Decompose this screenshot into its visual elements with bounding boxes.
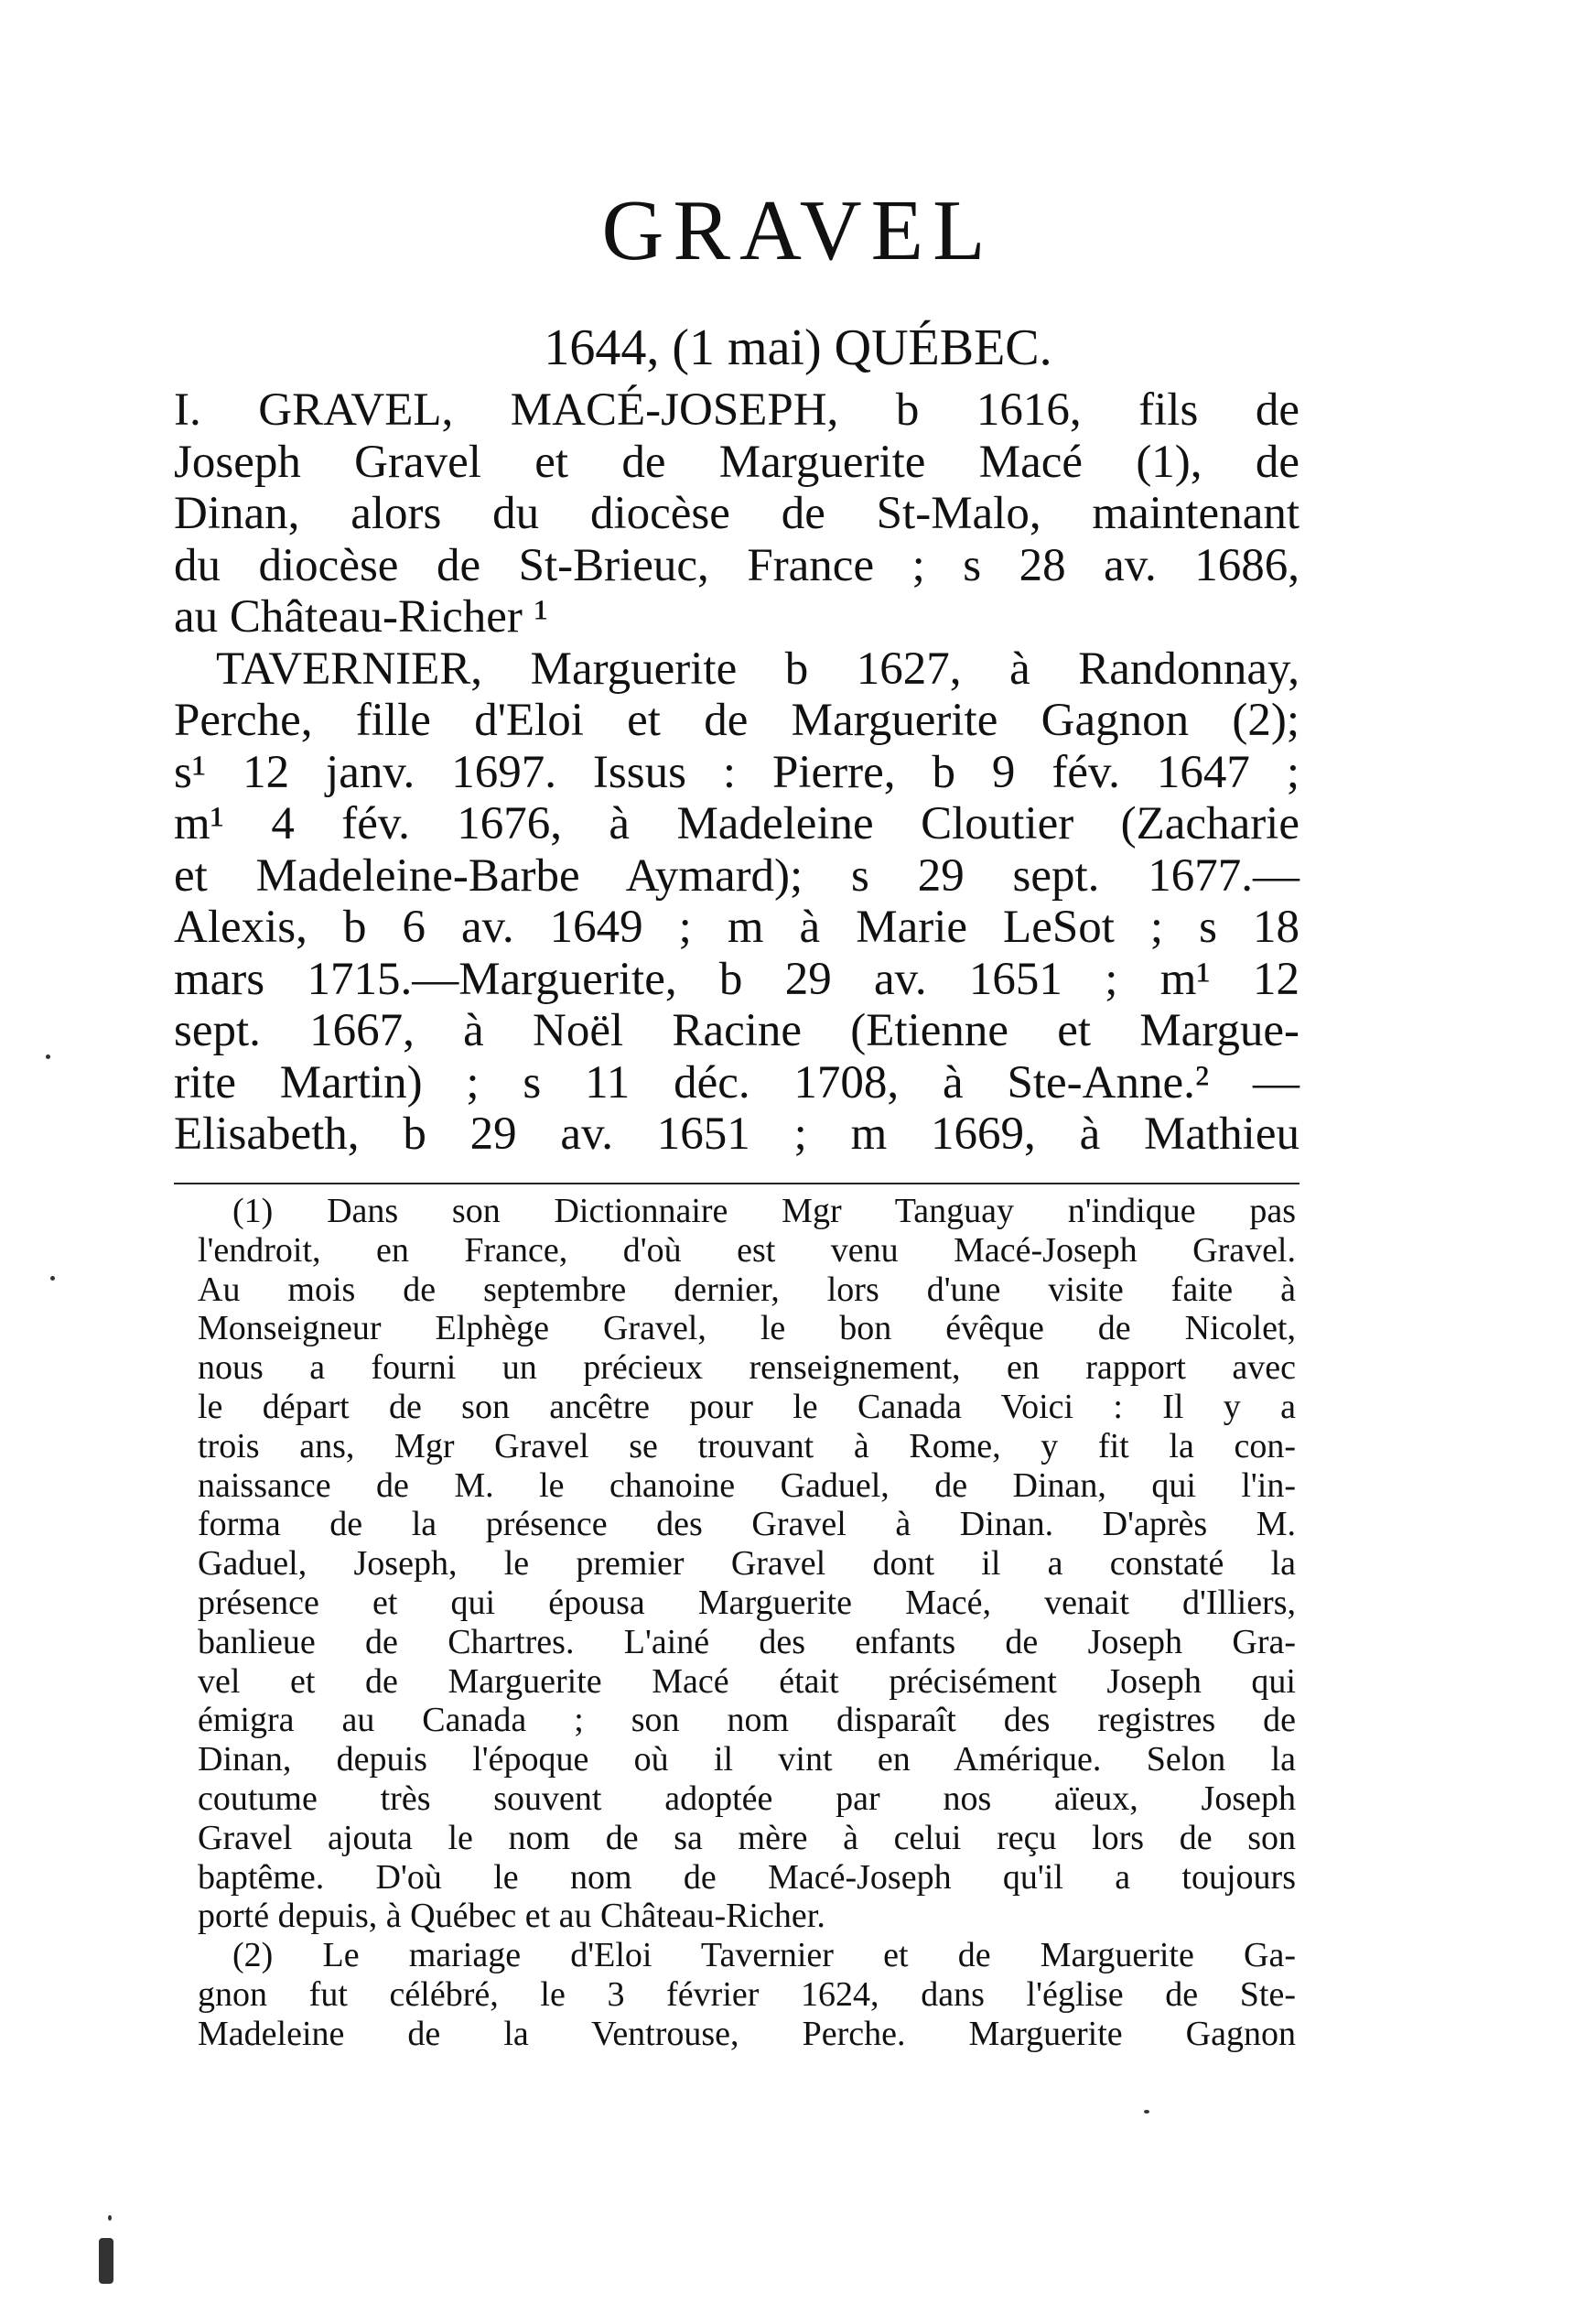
- footnote-line: gnon fut célébré, le 3 février 1624, dans l'église de Ste-: [198, 1974, 1296, 2014]
- footnote-line: émigra au Canada ; son nom disparaît des registres de: [198, 1701, 1296, 1740]
- scan-speck: [1144, 2110, 1149, 2114]
- body-line: sept. 1667, à Noël Racine (Etienne et Margue-: [174, 1005, 1299, 1056]
- footnote-line: présence et qui épousa Marguerite Macé, venait d'Illiers,: [198, 1583, 1296, 1622]
- footnote-divider: [174, 1183, 1299, 1184]
- footnote-line: Au mois de septembre dernier, lors d'une visite faite à: [198, 1270, 1296, 1309]
- body-line: Perche, fille d'Eloi et de Marguerite Gagnon (2);: [174, 695, 1299, 746]
- scan-speck: [108, 2215, 112, 2221]
- body-line: au Château-Richer ¹: [174, 591, 548, 643]
- footnote-line: le départ de son ancêtre pour le Canada Voici : Il y a: [198, 1387, 1296, 1426]
- footnote-line: (1) Dans son Dictionnaire Mgr Tanguay n'indique pas: [232, 1192, 1296, 1230]
- footnote-line: Madeleine de la Ventrouse, Perche. Marguerite Gagnon: [198, 2014, 1296, 2053]
- body-line: s¹ 12 janv. 1697. Issus : Pierre, b 9 fév. 1647 ;: [174, 746, 1299, 798]
- genealogy-entry: [174, 384, 1299, 1161]
- body-line: Alexis, b 6 av. 1649 ; m à Marie LeSot ; s 18: [174, 902, 1299, 953]
- footnote-line: (2) Le mariage d'Eloi Tavernier et de Marguerite Ga-: [232, 1936, 1296, 1975]
- body-line: rite Martin) ; s 11 déc. 1708, à Ste-Anne.² —: [174, 1056, 1299, 1108]
- footnote-line: baptême. D'où le nom de Macé-Joseph qu'il a toujours: [198, 1857, 1296, 1897]
- body-line: mars 1715.—Marguerite, b 29 av. 1651 ; m¹ 12: [174, 953, 1299, 1005]
- body-line: et Madeleine-Barbe Aymard); s 29 sept. 1677.—: [174, 849, 1299, 902]
- footnote-line: porté depuis, à Québec et au Château-Richer.: [198, 1897, 825, 1936]
- body-line: TAVERNIER, Marguerite b 1627, à Randonnay,: [216, 643, 1299, 695]
- page-title: GRAVEL: [601, 183, 995, 278]
- body-line: m¹ 4 fév. 1676, à Madeleine Cloutier (Zacharie: [174, 798, 1299, 849]
- body-line: Elisabeth, b 29 av. 1651 ; m 1669, à Mathieu: [174, 1108, 1299, 1160]
- footnote-line: nous a fourni un précieux renseignement, en rapport avec: [198, 1348, 1296, 1388]
- footnote-line: banlieue de Chartres. L'ainé des enfants de Joseph Gra-: [198, 1622, 1296, 1661]
- footnote-line: vel et de Marguerite Macé était précisément Joseph qui: [198, 1661, 1296, 1701]
- body-line: I. GRAVEL, MACÉ-JOSEPH, b 1616, fils de: [174, 384, 1299, 436]
- scan-speck: [46, 1054, 50, 1059]
- body-line: Dinan, alors du diocèse de St-Malo, maintenant: [174, 488, 1299, 539]
- footnote-line: forma de la présence des Gravel à Dinan. D'après M.: [198, 1505, 1296, 1544]
- body-line: Joseph Gravel et de Marguerite Macé (1), de: [174, 436, 1299, 488]
- footnote-line: Dinan, depuis l'époque où il vint en Amérique. Selon la: [198, 1740, 1296, 1779]
- footnote-line: Gravel ajouta le nom de sa mère à celui reçu lors de son: [198, 1818, 1296, 1857]
- footnote-line: Monseigneur Elphège Gravel, le bon évêque de Nicolet,: [198, 1309, 1296, 1348]
- scan-speck: [50, 1276, 55, 1281]
- footnote-line: naissance de M. le chanoine Gaduel, de Dinan, qui l'in-: [198, 1465, 1296, 1505]
- footnote-line: trois ans, Mgr Gravel se trouvant à Rome, y fit la con-: [198, 1426, 1296, 1465]
- footnote-line: Gaduel, Joseph, le premier Gravel dont il a constaté la: [198, 1544, 1296, 1584]
- body-line: du diocèse de St-Brieuc, France ; s 28 av. 1686,: [174, 539, 1299, 591]
- scan-speck: [99, 2238, 113, 2284]
- footnote-line: coutume très souvent adoptée par nos aïeux, Joseph: [198, 1779, 1296, 1818]
- marriage-heading: 1644, (1 mai) QUÉBEC.: [544, 319, 1052, 376]
- footnote-line: l'endroit, en France, d'où est venu Macé-Joseph Gravel.: [198, 1230, 1296, 1270]
- footnotes: [198, 1192, 1296, 2054]
